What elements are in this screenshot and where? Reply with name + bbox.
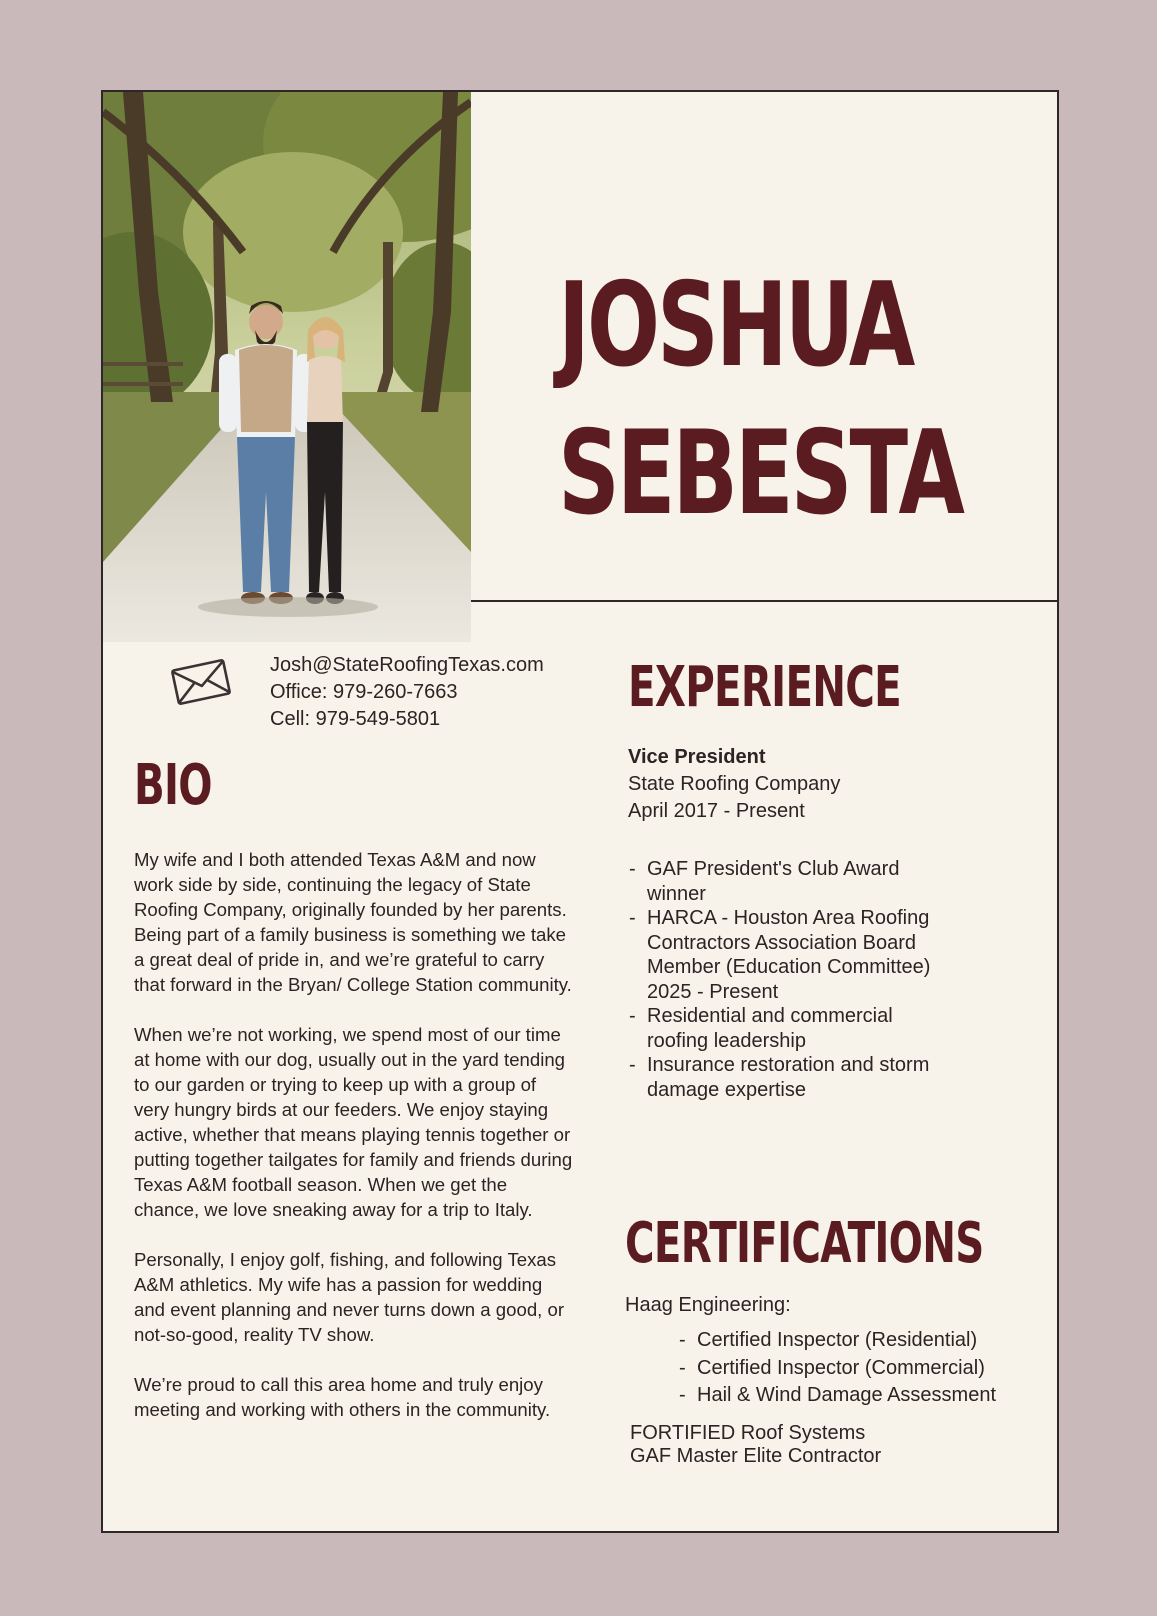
certification-item: FORTIFIED Roof Systems [630,1422,866,1444]
last-name: SEBESTA [558,406,962,541]
bio-paragraph: We’re proud to call this area home and truly enjoy meeting and working with others in the community. [134,1374,551,1420]
bio-paragraph: When we’re not working, we spend most of our time at home with our dog, usually out in the yard tending to our garden or trying to keep up with a group of very hungry birds at our feeders. We enjoy staying active, whether that means playing tennis together or putting together tailgates for family and friends during Texas A&M football season. When we get the chance, we love sneaking away for a trip to Italy. [134,1024,573,1220]
cert-organization: Haag Engineering: [625,1294,791,1316]
certifications-heading: CERTIFICATIONS [625,1211,984,1276]
certification-list [677,1327,996,1410]
contact-info [270,652,544,733]
email-link[interactable]: Josh@StateRoofingTexas.com [270,654,544,676]
header-divider [471,600,1059,602]
bio-text [134,847,574,1447]
first-name: JOSHUA [558,258,913,393]
bio-paragraph: My wife and I both attended Texas A&M and now work side by side, continuing the legacy of State Roofing Company, originally founded by her parents. Being part of a family business is something we take a great deal of pride in, and we’re grateful to carry that forward in the Bryan/ College Station community. [134,849,572,995]
company-name: State Roofing Company [628,773,841,795]
certification-item: GAF Master Elite Contractor [630,1445,882,1467]
job-title: Vice President [628,746,766,768]
job-dates: April 2017 - Present [628,800,805,822]
experience-heading: EXPERIENCE [628,655,901,720]
list-item: - GAF President's Club Award winner [625,857,955,906]
office-phone[interactable]: Office: 979-260-7663 [270,681,458,703]
other-certifications [630,1422,881,1468]
list-item: - HARCA - Houston Area Roofing Contractors Association Board Member (Education Committee) 2025 - Present [625,906,955,1004]
experience-list [625,857,955,1102]
list-item: - Hail & Wind Damage Assessment [677,1382,996,1410]
experience-role [628,744,840,825]
list-item: - Certified Inspector (Commercial) [677,1355,996,1383]
list-item: - Certified Inspector (Residential) [677,1327,996,1355]
bio-paragraph: Personally, I enjoy golf, fishing, and following Texas A&M athletics. My wife has a passion for wedding and event planning and never turns down a good, or not-so-good, reality TV show. [134,1249,565,1345]
cell-phone[interactable]: Cell: 979-549-5801 [270,708,441,730]
profile-card [101,90,1059,1533]
envelope-icon [169,657,233,712]
bio-heading: BIO [134,753,212,818]
person-name [558,252,962,548]
couple-photo [103,92,471,642]
list-item: - Insurance restoration and storm damage expertise [625,1053,955,1102]
list-item: - Residential and commercial roofing leadership [625,1004,955,1053]
